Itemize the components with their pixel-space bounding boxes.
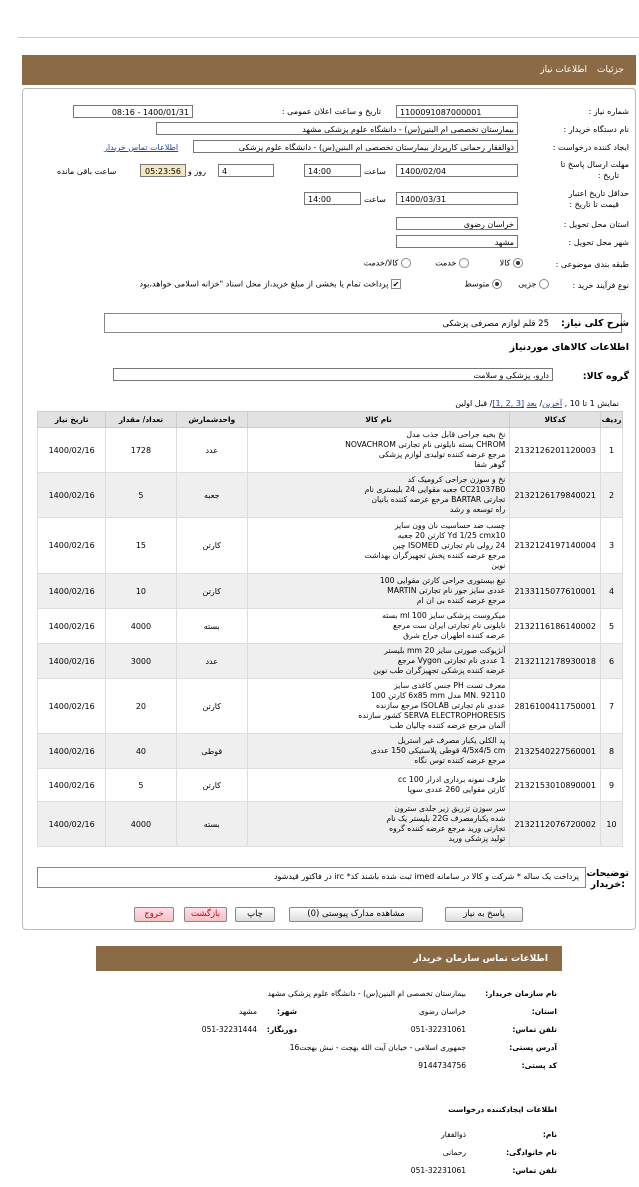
item-name (247, 679, 509, 734)
row-number: 1 (601, 428, 623, 473)
notes-label-2: :خریدار (590, 879, 625, 890)
family-label: نام خانوادگی: (506, 1148, 557, 1157)
item-qty: 4000 (106, 802, 176, 847)
item-name (247, 518, 509, 574)
row-number: 4 (601, 574, 623, 609)
item-name-line: CHROM بسته نایلونی نام تجارتی NOVACHROM (345, 440, 506, 449)
phone-value: 051-32231061 (410, 1025, 466, 1034)
deadline-date-field: 1400/02/04 (396, 164, 518, 177)
validity-label-2: قیمت تا تاریخ : (569, 200, 619, 209)
item-name (247, 428, 509, 473)
item-code: 2132126201120003 (510, 428, 601, 473)
remaining-time-field: 05:23:56 (140, 164, 186, 177)
item-code: 2132124197140004 (510, 518, 601, 574)
goods-table (37, 411, 623, 847)
validity-label-1: حداقل تاریخ اعتبار (568, 189, 629, 198)
row-number: 7 (601, 679, 623, 734)
item-qty: 5 (106, 769, 176, 802)
item-name-line: نایلونی نام تجارتی ایران ست مرجع (392, 621, 506, 630)
deadline-label-1: مهلت ارسال پاسخ تا (560, 160, 629, 169)
creator-info-title: اطلاعات ایجادکننده درخواست (448, 1105, 557, 1114)
goods-group-label: گروه کالا: (582, 371, 629, 382)
item-code: 2132126179840021 (510, 473, 601, 518)
item-name-line: MN. 92110 مدل 6x85 mm کارتن 100 (371, 691, 506, 700)
need-number-label: شماره نیاز : (588, 107, 629, 116)
buyer-org-field: بیمارستان تخصصی ام البنین(س) - دانشگاه علوم پزشکی مشهد (156, 122, 518, 135)
province-contact-label: استان: (531, 1007, 557, 1016)
col-unit: واحدشمارش (176, 412, 247, 428)
remaining-label: ساعت باقی مانده (57, 167, 117, 176)
item-unit: بسته (176, 609, 247, 644)
radio-minor[interactable] (539, 279, 549, 289)
row-number: 2 (601, 473, 623, 518)
item-code: 2132540227560001 (510, 734, 601, 769)
item-qty: 40 (106, 734, 176, 769)
table-row[interactable] (38, 734, 623, 769)
item-name-line: 4/5x4/5 cm قوطی پلاستیکی 150 عددی (370, 746, 506, 755)
item-name-line: مرجع عرضه کننده پخش تجهیزگران بهداشت (364, 550, 506, 560)
creator-phone-value: 051-32231061 (410, 1166, 466, 1175)
goods-group-field: دارو، پزشکی و سلامت (113, 368, 553, 381)
family-value: رحمانی (442, 1148, 466, 1157)
postal-value: 9144734756 (418, 1061, 466, 1070)
item-name-line: راه توسعه و رشد (449, 505, 506, 514)
category-label: طبقه بندی موضوعی : (555, 260, 629, 269)
treasury-option[interactable] (140, 279, 402, 289)
province-label: استان محل تحویل : (563, 220, 629, 229)
item-unit: عدد (176, 428, 247, 473)
address-label: آدرس پستی: (509, 1043, 557, 1052)
org-value: بیمارستان تخصصی ام البنین(س) - دانشگاه علوم پزشکی مشهد (267, 989, 466, 998)
item-name (247, 473, 509, 518)
need-number-field: 1100091087000001 (396, 105, 518, 118)
city-label: شهر محل تحویل : (568, 238, 629, 247)
item-name-line: نخ بخیه جراحی قابل جذب مدل (406, 430, 506, 439)
pagination-last[interactable]: آخرین (542, 399, 563, 408)
item-name-line: SERVA ELECTROPHORESIS کشور سازنده (358, 711, 506, 720)
process-minor-option[interactable]: جزیی (518, 279, 549, 289)
name-value: ذوالفقار (441, 1130, 466, 1139)
item-date: 1400/02/16 (38, 518, 106, 574)
item-date: 1400/02/16 (38, 802, 106, 847)
category-both-option[interactable]: کالا/خدمت (364, 258, 411, 268)
table-row[interactable] (38, 769, 623, 802)
validity-time-label: ساعت (364, 195, 386, 204)
item-name-line: عرضه کننده اطهران جراح شرق (403, 631, 506, 640)
top-divider (18, 37, 639, 38)
deadline-time-label: ساعت (364, 167, 386, 176)
item-date: 1400/02/16 (38, 769, 106, 802)
days-field: 4 (218, 164, 274, 177)
row-number: 3 (601, 518, 623, 574)
header-banner (22, 55, 636, 85)
item-name-line: تیغ بیستوری جراحی کارتن مقوایی 100 (379, 576, 506, 585)
treasury-note: پرداخت تمام یا بخشی از مبلغ خرید،از محل اسناد "خزانه اسلامی خواهد،بود (139, 279, 389, 289)
item-name-line: 1 عددی نام تجارتی Vygon مرجع (397, 656, 506, 665)
item-date: 1400/02/16 (38, 473, 106, 518)
item-name-line: 24 رولی نام تجارتی ISOMED چین (392, 540, 506, 550)
col-name: نام کالا (247, 412, 509, 428)
item-unit: بسته (176, 802, 247, 847)
pagination-showing: نمایش 1 تا 10 , (564, 399, 619, 408)
item-unit: جعبه (176, 473, 247, 518)
item-name-line: نخ و سوزن جراحی کرومیک کد (407, 475, 506, 484)
item-name-line: سر سوزن تزریق زیر جلدی سترون (394, 804, 506, 813)
item-name-line: پد الکلی یکبار مصرف غیر استریل (397, 736, 506, 745)
process-label: نوع فرآیند خرید : (572, 281, 629, 290)
table-row[interactable] (38, 679, 623, 734)
deadline-label-2: تاریخ : (597, 171, 619, 180)
pagination-pages[interactable]: [3 ,2 ,1] (492, 399, 525, 408)
item-name-line: میکروست پزشکی سایز 100 ml بسته (382, 611, 506, 620)
pagination-first[interactable]: اولین (455, 399, 473, 408)
postal-label: کد پستی: (521, 1061, 557, 1070)
item-name (247, 574, 509, 609)
radio-goods[interactable] (513, 258, 523, 268)
item-qty: 20 (106, 679, 176, 734)
creator-label: ایجاد کننده درخواست : (552, 143, 629, 152)
item-name (247, 609, 509, 644)
item-code: 2132116186140002 (510, 609, 601, 644)
tab-details[interactable]: جزئیات (597, 65, 624, 75)
goods-title: اطلاعات کالاهای موردنیاز (509, 342, 629, 353)
item-qty: 4000 (106, 609, 176, 644)
radio-goods-service[interactable] (401, 258, 411, 268)
days-label: روز و (188, 167, 206, 176)
item-name-line: مرجع عرضه کننده بی ان ام (416, 596, 506, 605)
fax-label: دورنگار: (266, 1025, 297, 1034)
row-number: 10 (601, 802, 623, 847)
item-qty: 10 (106, 574, 176, 609)
table-row[interactable] (38, 473, 623, 518)
item-code: 2133115077610001 (510, 574, 601, 609)
item-qty: 15 (106, 518, 176, 574)
item-name-line: Yd 1/25 cmx10 کارتن 20 جعبه (397, 530, 506, 540)
col-row: ردیف (601, 412, 623, 428)
print-button[interactable]: چاپ (235, 907, 275, 922)
tab-need-info[interactable]: اطلاعات نیاز (540, 65, 588, 75)
reply-button[interactable]: پاسخ به نیاز (445, 907, 523, 922)
process-medium-option[interactable]: متوسط (464, 279, 502, 289)
table-row[interactable] (38, 428, 623, 473)
table-header (38, 412, 623, 428)
item-date: 1400/02/16 (38, 679, 106, 734)
summary-value: 25 قلم لوازم مصرفی پزشکی (442, 319, 549, 329)
table-row[interactable] (38, 574, 623, 609)
item-name-line: عددی نام تجارتی ISOLAB مرجع سازنده (375, 701, 506, 710)
phone-label: تلفن تماس: (512, 1025, 557, 1034)
col-qty: تعداد/ مقدار (106, 412, 176, 428)
item-name (247, 769, 509, 802)
row-number: 6 (601, 644, 623, 679)
treasury-checkbox[interactable]: ✔ (392, 280, 400, 289)
item-date: 1400/02/16 (38, 574, 106, 609)
item-date: 1400/02/16 (38, 734, 106, 769)
org-label: نام سازمان خریدار: (485, 989, 557, 998)
summary-label: شرح کلی نیاز: (560, 318, 629, 329)
item-name (247, 644, 509, 679)
province-contact-value: خراسان رضوی (418, 1007, 466, 1016)
item-name-line: آنژیوکت صورتی سایز 20 mm بلیستر (384, 646, 506, 655)
creator-field: ذوالفقار رحمانی کارپرداز بیمارستان تخصصی ام البنین(س) - دانشگاه علوم پزشکی (193, 140, 518, 153)
exit-button[interactable]: خروج (134, 907, 174, 922)
item-unit: عدد (176, 644, 247, 679)
item-name-line: چسب ضد حساسیت نان وون سایز (394, 520, 506, 530)
item-unit: کارتن (176, 769, 247, 802)
item-name-line: آلمان مرجع عرضه کننده چالیان طب (389, 721, 506, 730)
item-unit: قوطی (176, 734, 247, 769)
item-code: 2132112076720002 (510, 802, 601, 847)
notes-box: پرداخت یک ساله * شرکت و کالا در سامانه imed ثبت شده باشند کد* irc در فاکتور قیدشود (37, 867, 586, 888)
deadline-time-field: 14:00 (304, 164, 361, 177)
table-row[interactable] (38, 802, 623, 847)
item-name-line: عرضه کننده پزشکی تجهیزگران طب نوین (373, 666, 506, 675)
radio-service[interactable] (459, 258, 469, 268)
item-qty: 5 (106, 473, 176, 518)
item-date: 1400/02/16 (38, 428, 106, 473)
city-field: مشهد (396, 235, 518, 248)
name-label: نام: (542, 1130, 557, 1139)
col-date: تاریخ نیاز (38, 412, 106, 428)
item-name (247, 734, 509, 769)
row-number: 8 (601, 734, 623, 769)
item-name-line: شده یکبارمصرف 22G بلیستر یک نام (386, 814, 506, 823)
row-number: 9 (601, 769, 623, 802)
category-goods-option[interactable]: کالا (500, 258, 523, 268)
item-date: 1400/02/16 (38, 609, 106, 644)
col-code: کدکالا (510, 412, 601, 428)
validity-time-field: 14:00 (304, 192, 361, 205)
city-contact-value: مشهد (238, 1007, 257, 1016)
contact-banner: اطلاعات تماس سازمان خریدار (96, 946, 562, 971)
announce-field: 1400/01/31 - 08:16 (73, 105, 193, 118)
creator-phone-label: تلفن تماس: (512, 1166, 557, 1175)
pagination-next[interactable]: بعد (526, 399, 537, 408)
notes-label-1: توضیحات (586, 868, 629, 879)
item-name-line: ظرف نمونه برداری ادرار 100 cc (398, 775, 506, 784)
announce-label: تاریخ و ساعت اعلان عمومی : (281, 107, 381, 116)
pagination-prev[interactable]: قبل (474, 399, 488, 408)
category-service-option[interactable]: خدمت (435, 258, 469, 268)
table-row[interactable] (38, 518, 623, 574)
item-name-line: تجارتی BARTAR مرجع عرضه کننده بانیان (371, 495, 506, 504)
table-row[interactable] (38, 609, 623, 644)
radio-medium[interactable] (492, 279, 502, 289)
item-code: 2132112178930018 (510, 644, 601, 679)
back-button[interactable]: بازگشت (184, 907, 227, 922)
buyer-contact-link[interactable]: اطلاعات تماس خریدار (104, 143, 179, 152)
item-name-line: مرجع عرضه کننده توس نگاه (414, 756, 506, 765)
item-name-line: کارتن مقوایی 260 عددی سوپا (407, 785, 506, 794)
buyer-org-label: نام دستگاه خریدار : (563, 125, 629, 134)
attachments-button[interactable]: مشاهده مدارک پیوستی (0) (289, 907, 423, 922)
item-name-line: تولید پزشکی ورید (448, 834, 506, 843)
item-name-line: گوهر شفا (474, 460, 506, 469)
item-code: 2816100411750001 (510, 679, 601, 734)
item-name (247, 802, 509, 847)
item-name-line: CC21037B0 جعبه مقوایی 24 بلیستری نام (364, 485, 506, 494)
table-row[interactable] (38, 644, 623, 679)
validity-date-field: 1400/03/31 (396, 192, 518, 205)
item-unit: کارتن (176, 574, 247, 609)
item-date: 1400/02/16 (38, 644, 106, 679)
city-contact-label: شهر: (277, 1007, 297, 1016)
address-value: جمهوری اسلامی - خیابان آیت الله بهجت - نبش بهجت16 (289, 1043, 466, 1052)
province-field: خراسان رضوی (396, 217, 518, 230)
item-code: 2132153010890001 (510, 769, 601, 802)
item-qty: 1728 (106, 428, 176, 473)
item-name-line: تجارتی ورید مرجع عرضه کننده گروه (389, 824, 506, 833)
item-name-line: معرف تست PH جنس کاغذی سایز (393, 681, 506, 690)
item-unit: کارتن (176, 679, 247, 734)
item-unit: کارتن (176, 518, 247, 574)
item-name-line: عددی سایز جور نام تجارتی MARTIN (387, 586, 506, 595)
fax-value: 051-32231444 (201, 1025, 257, 1034)
pagination: نمایش 1 تا 10 , آخرین/ بعد [3 ,2 ,1]/ قبل اولین (455, 399, 619, 408)
row-number: 5 (601, 609, 623, 644)
item-name-line: نوین (491, 560, 506, 570)
item-name-line: مرجع عرضه کننده تولیدی لوازم پزشکی (378, 450, 506, 459)
item-qty: 3000 (106, 644, 176, 679)
